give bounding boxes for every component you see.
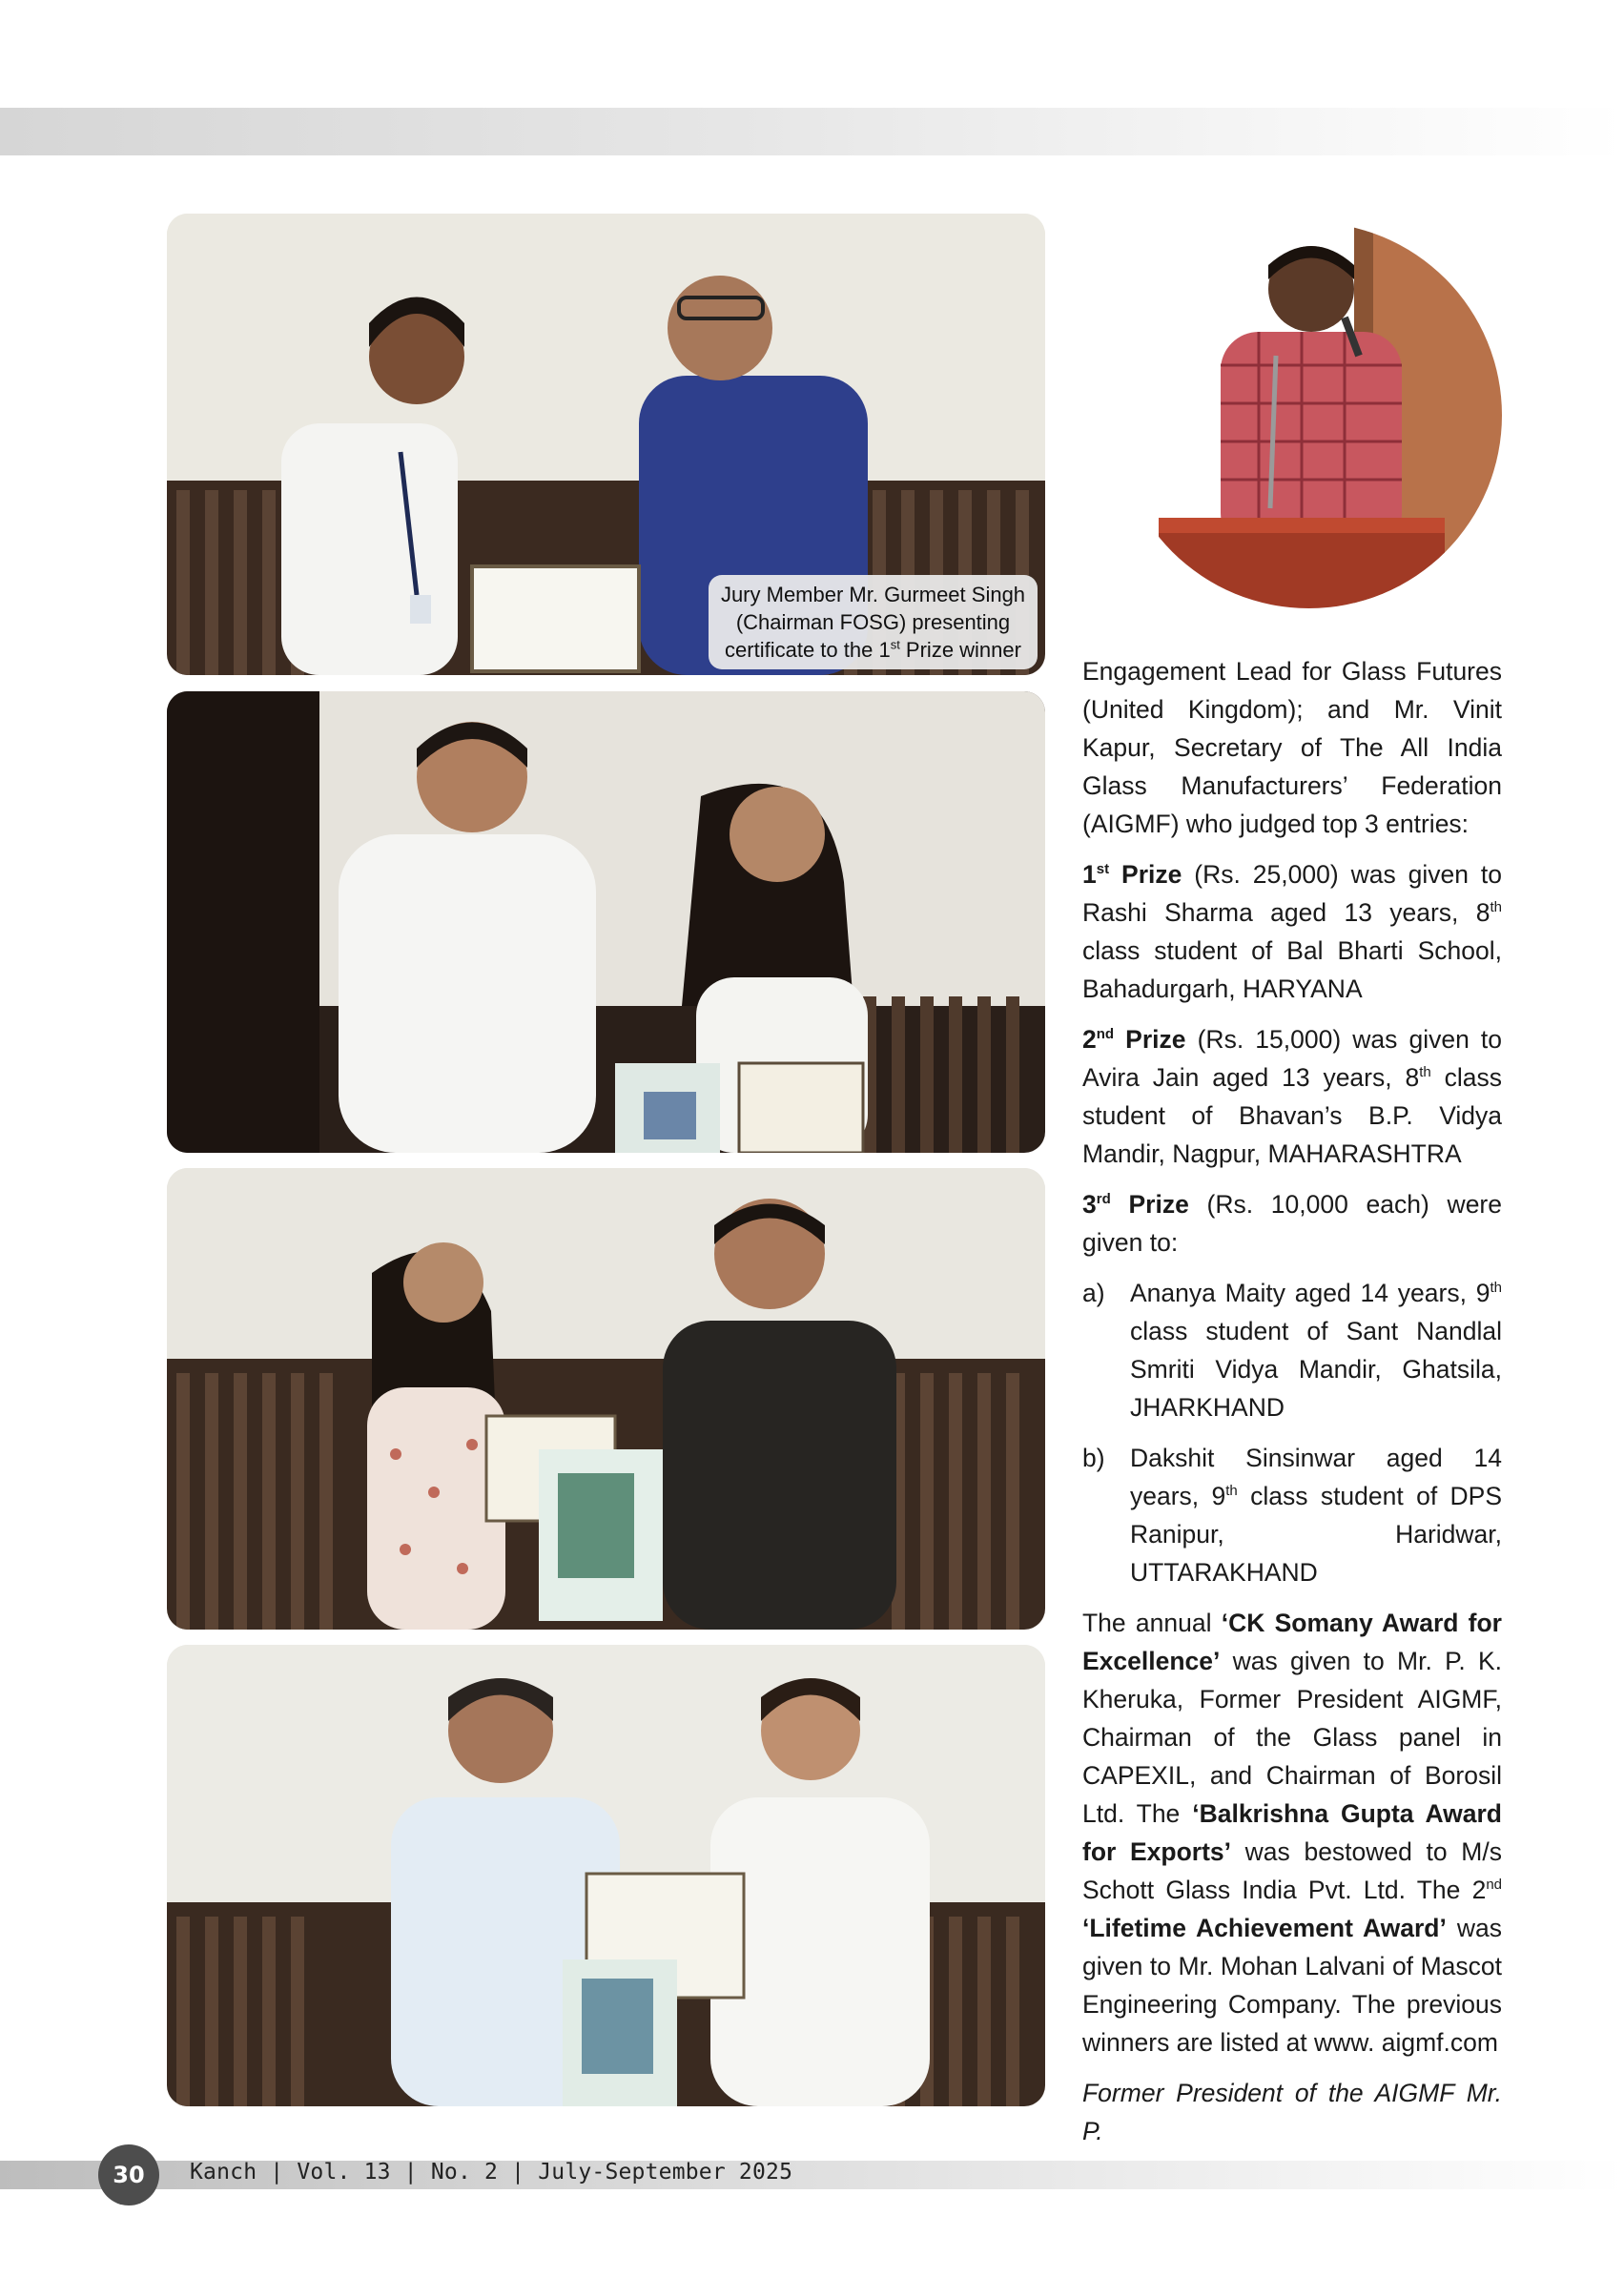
- paragraph-jury: Engagement Lead for Glass Futures (United Kingdom); and Mr. Vinit Kapur, Secretary of The All India Glass Manufacturers’ Federation (AIGMF) who judged top 3 entries:: [1082, 657, 1502, 838]
- page-number: 30: [98, 2144, 159, 2205]
- third-prize-list: [1082, 1274, 1502, 1591]
- photo-first-prize-presentation: [167, 214, 1045, 675]
- paragraph-first-prize: 1st Prize (Rs. 25,000) was given to Rashi Sharma aged 13 years, 8th class student of Bal Bharti School, Bahadurgarh, HARYANA: [1082, 860, 1502, 1003]
- paragraph-third-prize: 3rd Prize (Rs. 10,000 each) were given to:: [1082, 1190, 1502, 1257]
- photo-third-prize-presentation-a: [167, 1168, 1045, 1630]
- photo-second-prize-presentation: [167, 691, 1045, 1153]
- paragraph-awards: The annual ‘CK Somany Award for Excellence’ was given to Mr. P. K. Kheruka, Former President AIGMF, Chairman of the Glass panel in CAPEXIL, and Chairman of Borosil Ltd. The ‘Balkrishna Gupta Award for Exports’ was bestowed to M/s Schott Glass India Pvt. Ltd. The 2nd ‘Lifetime Achievement Award’ was given to Mr. Mohan Lalvani of Mascot Engineering Company. The previous winners are listed at www. aigmf.com: [1082, 1609, 1502, 2057]
- article-body: [1082, 652, 1502, 2163]
- paragraph-second-prize: 2nd Prize (Rs. 15,000) was given to Avira Jain aged 13 years, 8th class student of Bhavan’s B.P. Vidya Mandir, Nagpur, MAHARASHTRA: [1082, 1025, 1502, 1168]
- list-item: a) Ananya Maity aged 14 years, 9th class student of Sant Nandlal Smriti Vidya Mandir, Ghatsila, JHARKHAND: [1082, 1279, 1502, 1422]
- journal-issue-label: Kanch | Vol. 13 | No. 2 | July-September 2025: [190, 2160, 793, 2185]
- photo-caption: Jury Member Mr. Gurmeet Singh (Chairman FOSG) presenting certificate to the 1st Prize winner: [709, 575, 1038, 669]
- header-band: [0, 108, 1624, 155]
- photo-third-prize-presentation-b: [167, 1645, 1045, 2106]
- list-item: b) Dakshit Sinsinwar aged 14 years, 9th class student of DPS Ranipur, Haridwar, UTTARAKHAND: [1082, 1444, 1503, 1587]
- photo-speaker-at-podium: [1116, 222, 1502, 608]
- paragraph-continued: Former President of the AIGMF Mr. P.: [1082, 2079, 1502, 2145]
